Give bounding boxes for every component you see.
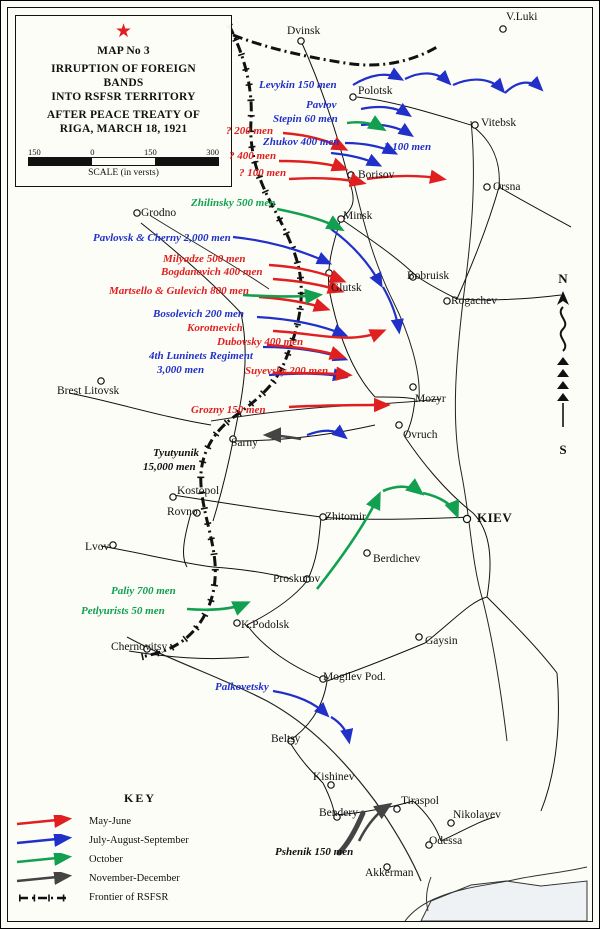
map-title-box xyxy=(15,15,232,187)
city-label-beltsy: Beltsy xyxy=(271,733,301,745)
city-label-berdichev: Berdichev xyxy=(373,553,421,565)
green-arrow-icon xyxy=(15,853,79,867)
key-item-jul-sep xyxy=(15,831,265,850)
force-label-levykin: Levykin 150 men xyxy=(259,79,337,91)
force-label-2100-men: 2,100 men xyxy=(384,141,432,153)
blue-arrow-icon xyxy=(15,834,79,848)
city-label-minsk: Minsk xyxy=(343,210,373,222)
city-label-v-luki: V.Luki xyxy=(506,11,538,23)
force-label-zhilinsky: Zhilinsky 500 men xyxy=(191,197,276,209)
force-label-zhukov: Zhukov 400 men xyxy=(263,136,340,148)
force-label-unknown-400: ? 400 men xyxy=(229,150,277,162)
city-label-bobruisk: Bobruisk xyxy=(407,270,450,282)
force-label-palkovetsky: Palkovetsky xyxy=(215,681,269,693)
key-label-jul-sep: July-August-September xyxy=(89,835,189,846)
force-label-bosolevich: Bosolevich 200 men xyxy=(153,308,245,320)
city-label-lvov: Lvov xyxy=(85,541,110,553)
force-label-unknown-100: ? 100 men xyxy=(239,167,287,179)
key-item-frontier xyxy=(15,888,265,907)
city-label-kostopol: Kostopol xyxy=(177,485,220,497)
frontier-line-icon xyxy=(15,891,79,905)
city-label-vitebsk: Vitebsk xyxy=(481,117,517,129)
black-arrow-icon xyxy=(15,872,79,886)
city-label-glutsk: Glutsk xyxy=(331,282,362,294)
city-label-gaysin: Gaysin xyxy=(425,635,458,647)
force-label-petlyurists: Petlyurists 50 men xyxy=(81,605,165,617)
force-label-martsello-gulevich: Martsello & Gulevich 800 men xyxy=(109,285,249,297)
key-label-october: October xyxy=(89,854,123,865)
city-label-nikolayev: Nikolayev xyxy=(453,809,501,821)
city-label-akkerman: Akkerman xyxy=(365,867,414,879)
title-line-4: INTO RSFSR TERRITORY xyxy=(51,91,196,103)
city-label-kiev: KIEV xyxy=(477,510,513,525)
city-label-polotsk: Polotsk xyxy=(358,85,393,97)
city-label-borisov: Borisov xyxy=(358,169,395,181)
key-item-october xyxy=(15,850,265,869)
red-arrow-icon xyxy=(15,815,79,829)
city-label-sarny: Sarny xyxy=(231,437,258,449)
city-label-tiraspol: Tiraspol xyxy=(401,795,439,807)
scale-tick-0: 150 xyxy=(28,147,41,157)
compass-south-label: S xyxy=(559,442,567,457)
city-label-rogachev: Rogachev xyxy=(451,295,497,307)
map-key-legend xyxy=(15,791,265,918)
city-label-bendery: Bendery xyxy=(319,807,358,819)
force-label-luninets-strength: 3,000 men xyxy=(157,364,205,376)
key-label-frontier: Frontier of RSFSR xyxy=(89,892,169,903)
force-label-tyutyunik-strength: 15,000 men xyxy=(143,461,196,473)
force-label-grozny: Grozny 150 men xyxy=(191,404,266,416)
force-label-suyevsky: Suyevsky 200 men xyxy=(245,365,329,377)
city-label-mozyr: Mozyr xyxy=(415,393,446,405)
city-label-kishinev: Kishinev xyxy=(313,771,355,783)
scale-caption: SCALE (in versts) xyxy=(88,168,159,178)
force-label-luninets-regiment: 4th Luninets Regiment xyxy=(149,350,253,362)
city-label-rovno: Rovno xyxy=(167,506,198,518)
title-line-6: RIGA, MARCH 18, 1921 xyxy=(59,123,188,135)
title-line-2: IRRUPTION OF FOREIGN xyxy=(51,63,196,75)
scale-bar xyxy=(28,157,219,166)
key-item-nov-dec xyxy=(15,869,265,888)
force-label-stepin: Stepin 60 men xyxy=(273,113,338,125)
force-label-korotnevich: Korotnevich xyxy=(187,322,243,334)
force-label-pshenik: Pshenik 150 men xyxy=(275,846,354,858)
force-label-tyutyunik: Tyutyunik xyxy=(153,447,200,459)
compass-rose xyxy=(543,271,583,458)
scale-tick-2: 150 xyxy=(144,147,157,157)
compass-needle-icon xyxy=(543,287,583,437)
title-line-1: MAP No 3 xyxy=(97,45,150,57)
key-label-nov-dec: November-December xyxy=(89,873,180,884)
force-label-paliy: Paliy 700 men xyxy=(111,585,176,597)
city-label-k-podolsk: K.Podolsk xyxy=(241,619,290,631)
key-title: KEY xyxy=(123,791,156,805)
city-label-orsna: Orsna xyxy=(493,181,521,193)
scale-tick-1: 0 xyxy=(90,147,95,157)
city-label-zhitomir: Zhitomir xyxy=(325,511,366,523)
red-star-icon: ★ xyxy=(114,21,133,42)
city-label-proskurov: Proskurov xyxy=(273,573,321,585)
force-label-pavlovsk-cherny: Pavlovsk & Cherny 2,000 men xyxy=(93,232,231,244)
city-label-ovruch: Ovruch xyxy=(403,429,438,441)
city-label-mogilev-pod: Mogilev Pod. xyxy=(323,671,386,683)
city-label-chernovitsy: Chernovitsy xyxy=(111,641,168,653)
city-label-dvinsk: Dvinsk xyxy=(287,25,321,37)
title-line-3: BANDS xyxy=(103,77,144,89)
city-label-grodno: Grodno xyxy=(141,207,177,219)
scale-tick-3: 300 xyxy=(206,147,219,157)
force-label-unknown-200: ? 200 men xyxy=(226,125,274,137)
force-label-dubovsky: Dubovsky 400 men xyxy=(217,336,304,348)
force-label-milyadze: Milyadze 500 men xyxy=(163,253,246,265)
key-item-may-june xyxy=(15,812,265,831)
force-label-pavlov: Pavlov xyxy=(306,99,337,111)
city-label-brest-litovsk: Brest Litovsk xyxy=(57,385,120,397)
city-label-odessa: Odessa xyxy=(429,835,463,847)
force-label-bogdanovich: Bogdanovich 400 men xyxy=(161,266,263,278)
title-line-5: AFTER PEACE TREATY OF xyxy=(46,109,201,121)
scale-bar-block xyxy=(28,147,219,178)
compass-north-label: N xyxy=(558,271,568,286)
key-label-may-june: May-June xyxy=(89,816,131,827)
